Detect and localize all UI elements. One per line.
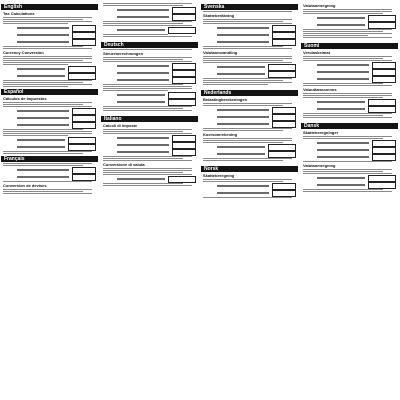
text-line xyxy=(103,170,192,171)
text-line xyxy=(3,151,92,152)
display-box xyxy=(172,7,196,14)
section-heading: Skatteberegning xyxy=(203,173,235,178)
section-heading: Steuerberechnungen xyxy=(103,51,144,56)
example-row xyxy=(3,122,96,128)
display-box xyxy=(368,106,396,113)
display-box xyxy=(368,15,396,22)
display-box xyxy=(68,137,96,144)
key-sequence xyxy=(117,101,165,103)
language-header-suomi: Suomi xyxy=(301,43,398,49)
text-line xyxy=(103,34,168,35)
text-line xyxy=(103,90,168,91)
text-line xyxy=(303,11,392,12)
text-line xyxy=(203,197,292,198)
text-line xyxy=(3,165,83,166)
key-sequence xyxy=(117,29,165,31)
example-row xyxy=(3,39,96,45)
key-sequence xyxy=(217,34,269,36)
text-line xyxy=(103,158,183,159)
text-line xyxy=(303,33,392,34)
example-row xyxy=(3,115,96,121)
key-sequence xyxy=(317,64,369,66)
text-line xyxy=(3,82,83,83)
example-row xyxy=(203,144,296,150)
text-line xyxy=(203,78,292,79)
display-box xyxy=(72,39,96,46)
example-row xyxy=(103,63,196,69)
display-box xyxy=(268,151,296,158)
language-header-svenska: Svenska xyxy=(201,4,298,10)
text-line xyxy=(103,185,192,186)
text-line xyxy=(303,93,392,94)
display-box xyxy=(72,174,96,181)
display-box xyxy=(372,62,396,69)
example-row xyxy=(3,25,96,31)
text-line xyxy=(303,9,392,10)
key-sequence xyxy=(217,66,265,68)
display-box xyxy=(272,107,296,114)
key-sequence xyxy=(217,185,269,187)
text-line xyxy=(303,31,383,32)
key-sequence xyxy=(317,156,369,158)
text-line xyxy=(203,105,283,106)
key-sequence xyxy=(117,79,169,81)
display-box xyxy=(272,25,296,32)
example-row xyxy=(103,14,196,20)
text-line xyxy=(203,80,283,81)
key-sequence xyxy=(17,110,69,112)
example-row xyxy=(3,32,96,38)
text-line xyxy=(3,23,68,24)
key-sequence xyxy=(17,75,65,77)
display-box xyxy=(368,99,396,106)
example-row xyxy=(303,99,396,105)
text-line xyxy=(103,57,192,58)
display-box xyxy=(372,147,396,154)
text-line xyxy=(103,108,183,109)
key-sequence xyxy=(117,151,169,153)
example-row xyxy=(303,69,396,75)
example-row xyxy=(303,22,396,28)
display-box xyxy=(368,182,396,189)
text-line xyxy=(103,84,183,85)
text-line xyxy=(3,133,92,134)
key-sequence xyxy=(217,123,269,125)
display-box xyxy=(272,114,296,121)
language-header-english: English xyxy=(1,4,98,10)
section-heading: Koersomrekening xyxy=(203,132,238,137)
text-line xyxy=(303,85,392,86)
example-row xyxy=(103,70,196,76)
text-line xyxy=(3,19,83,20)
text-line xyxy=(203,56,292,57)
text-line xyxy=(103,5,183,6)
display-box xyxy=(68,73,96,80)
text-line xyxy=(3,48,92,49)
example-row xyxy=(103,135,196,141)
text-line xyxy=(203,58,292,59)
example-row xyxy=(303,175,396,181)
text-line xyxy=(203,130,283,131)
example-row xyxy=(3,167,96,173)
language-header-espanol: Español xyxy=(1,89,98,95)
example-row xyxy=(203,114,296,120)
section-heading: Conversion de devises xyxy=(3,183,47,188)
example-row xyxy=(203,32,296,38)
text-line xyxy=(3,135,68,136)
key-sequence xyxy=(217,192,269,194)
column-2 xyxy=(101,2,198,186)
display-box xyxy=(272,121,296,128)
key-sequence xyxy=(217,41,269,43)
key-sequence xyxy=(117,144,169,146)
text-line xyxy=(203,19,292,20)
key-sequence xyxy=(317,142,369,144)
display-box xyxy=(168,92,196,99)
key-sequence xyxy=(317,24,365,26)
key-sequence xyxy=(17,68,65,70)
text-line xyxy=(203,46,283,47)
key-sequence xyxy=(17,139,65,141)
display-box xyxy=(172,142,196,149)
example-row xyxy=(203,190,296,196)
key-sequence xyxy=(317,78,369,80)
text-line xyxy=(3,181,92,182)
section-heading: Valutaomregning xyxy=(303,3,336,8)
section-heading: Verolaskelmat xyxy=(303,50,330,55)
text-line xyxy=(103,3,192,4)
display-box xyxy=(72,122,96,129)
text-line xyxy=(303,35,368,36)
text-line xyxy=(3,58,92,59)
key-sequence xyxy=(117,65,169,67)
key-sequence xyxy=(117,16,169,18)
key-sequence xyxy=(117,94,165,96)
text-line xyxy=(203,60,283,61)
key-sequence xyxy=(117,178,165,180)
text-line xyxy=(303,161,392,162)
display-box xyxy=(168,176,196,183)
text-line xyxy=(303,138,383,139)
section-heading: Currency Conversion xyxy=(3,50,44,55)
text-line xyxy=(3,104,83,105)
text-line xyxy=(3,131,92,132)
display-box xyxy=(68,144,96,151)
display-box xyxy=(272,32,296,39)
language-header-norsk: Norsk xyxy=(201,166,298,172)
language-header-francais: Français xyxy=(1,156,98,162)
display-box xyxy=(172,149,196,156)
text-line xyxy=(3,64,68,65)
text-line xyxy=(203,140,292,141)
example-row xyxy=(103,92,196,98)
example-row xyxy=(303,15,396,21)
text-line xyxy=(3,153,83,154)
text-line xyxy=(3,189,92,190)
section-heading: Calcoli di imposte xyxy=(103,123,138,128)
text-line xyxy=(3,62,92,63)
language-header-deutsch: Deutsch xyxy=(101,42,198,48)
key-sequence xyxy=(17,124,69,126)
text-line xyxy=(303,115,383,116)
display-box xyxy=(368,175,396,182)
text-line xyxy=(203,158,292,159)
example-row xyxy=(3,174,96,180)
text-line xyxy=(3,46,83,47)
column-4 xyxy=(301,2,398,192)
text-line xyxy=(3,129,83,130)
display-box xyxy=(272,183,296,190)
key-sequence xyxy=(217,153,265,155)
example-row xyxy=(203,71,296,77)
key-sequence xyxy=(17,146,65,148)
key-sequence xyxy=(17,117,69,119)
example-row xyxy=(203,151,296,157)
display-box xyxy=(172,77,196,84)
language-header-nederlands: Nederlands xyxy=(201,90,298,96)
example-row xyxy=(303,140,396,146)
section-heading: Tax Calculations xyxy=(3,11,35,16)
section-heading: Belastingberekeningen xyxy=(203,97,248,102)
key-sequence xyxy=(317,149,369,151)
text-line xyxy=(203,138,292,139)
text-line xyxy=(3,17,92,18)
text-line xyxy=(103,168,192,169)
section-heading: Cálculos de Impuestos xyxy=(3,96,47,101)
example-row xyxy=(3,73,96,79)
display-box xyxy=(272,190,296,197)
text-line xyxy=(3,80,92,81)
text-line xyxy=(203,103,292,104)
text-line xyxy=(3,86,68,87)
text-line xyxy=(303,169,392,170)
display-box xyxy=(268,64,296,71)
display-box xyxy=(372,76,396,83)
text-line xyxy=(303,191,392,192)
text-line xyxy=(203,11,292,12)
language-header-italiano: Italiano xyxy=(101,116,198,122)
key-sequence xyxy=(17,176,69,178)
example-row xyxy=(103,176,196,182)
key-sequence xyxy=(317,177,365,179)
example-row xyxy=(303,182,396,188)
text-line xyxy=(103,160,192,161)
column-3 xyxy=(201,2,298,198)
section-heading: Valuuttamuunnos xyxy=(303,87,337,92)
text-line xyxy=(103,88,192,89)
key-sequence xyxy=(217,109,269,111)
section-heading: Valutaomregning xyxy=(303,163,336,168)
key-sequence xyxy=(217,27,269,29)
text-line xyxy=(203,21,283,22)
example-row xyxy=(103,77,196,83)
column-1 xyxy=(1,2,98,194)
text-line xyxy=(103,129,192,130)
display-box xyxy=(268,71,296,78)
example-row xyxy=(3,137,96,143)
key-sequence xyxy=(17,27,69,29)
display-box xyxy=(168,27,196,34)
display-box xyxy=(72,115,96,122)
example-row xyxy=(303,76,396,82)
text-line xyxy=(303,171,383,172)
text-line xyxy=(103,156,192,157)
example-row xyxy=(203,107,296,113)
key-sequence xyxy=(317,71,369,73)
display-box xyxy=(268,144,296,151)
display-box xyxy=(372,69,396,76)
example-row xyxy=(303,106,396,112)
key-sequence xyxy=(17,169,69,171)
language-header-dansk: Dansk xyxy=(301,123,398,129)
display-box xyxy=(372,154,396,161)
text-line xyxy=(303,56,392,57)
key-sequence xyxy=(117,137,169,139)
text-line xyxy=(303,113,392,114)
example-row xyxy=(103,142,196,148)
key-sequence xyxy=(317,17,365,19)
example-row xyxy=(103,27,196,33)
example-row xyxy=(303,147,396,153)
key-sequence xyxy=(117,9,169,11)
text-line xyxy=(303,95,392,96)
text-line xyxy=(203,179,292,180)
example-row xyxy=(3,66,96,72)
text-line xyxy=(103,23,183,24)
key-sequence xyxy=(217,146,265,148)
text-line xyxy=(103,183,183,184)
text-line xyxy=(3,56,92,57)
text-line xyxy=(203,48,292,49)
example-row xyxy=(203,64,296,70)
text-line xyxy=(303,136,392,137)
key-sequence xyxy=(317,184,365,186)
text-line xyxy=(103,106,192,107)
display-box xyxy=(368,22,396,29)
example-row xyxy=(203,39,296,45)
example-row xyxy=(103,149,196,155)
text-line xyxy=(303,58,383,59)
display-box xyxy=(72,25,96,32)
key-sequence xyxy=(317,101,365,103)
text-line xyxy=(103,59,183,60)
text-line xyxy=(303,83,383,84)
key-sequence xyxy=(117,72,169,74)
section-heading: Conversione di valuta xyxy=(103,162,145,167)
key-sequence xyxy=(17,34,69,36)
display-box xyxy=(372,140,396,147)
text-line xyxy=(103,21,192,22)
text-line xyxy=(103,172,183,173)
text-line xyxy=(303,189,383,190)
example-row xyxy=(3,108,96,114)
section-heading: Skatteberäkning xyxy=(203,13,235,18)
text-line xyxy=(3,102,92,103)
display-box xyxy=(68,66,96,73)
text-line xyxy=(303,29,392,30)
text-line xyxy=(3,191,83,192)
display-box xyxy=(72,32,96,39)
example-row xyxy=(303,62,396,68)
display-box xyxy=(272,39,296,46)
text-line xyxy=(3,21,92,22)
section-heading: Valutaomvandling xyxy=(203,50,238,55)
display-box xyxy=(72,108,96,115)
key-sequence xyxy=(17,41,69,43)
text-line xyxy=(3,163,92,164)
text-line xyxy=(3,60,83,61)
example-row xyxy=(303,154,396,160)
text-line xyxy=(3,84,92,85)
text-line xyxy=(103,86,192,87)
key-sequence xyxy=(217,73,265,75)
example-row xyxy=(103,7,196,13)
display-box xyxy=(172,14,196,21)
text-line xyxy=(203,82,292,83)
text-line xyxy=(3,193,92,194)
display-box xyxy=(72,167,96,174)
display-box xyxy=(168,99,196,106)
display-box xyxy=(172,70,196,77)
example-row xyxy=(203,183,296,189)
text-line xyxy=(203,181,283,182)
example-row xyxy=(103,99,196,105)
example-row xyxy=(203,25,296,31)
text-line xyxy=(103,49,192,50)
display-box xyxy=(172,135,196,142)
display-box xyxy=(172,63,196,70)
key-sequence xyxy=(317,108,365,110)
section-heading: Skatteberegninger xyxy=(303,130,339,135)
key-sequence xyxy=(217,116,269,118)
example-row xyxy=(203,121,296,127)
text-line xyxy=(203,128,292,129)
text-line xyxy=(103,131,183,132)
example-row xyxy=(3,144,96,150)
